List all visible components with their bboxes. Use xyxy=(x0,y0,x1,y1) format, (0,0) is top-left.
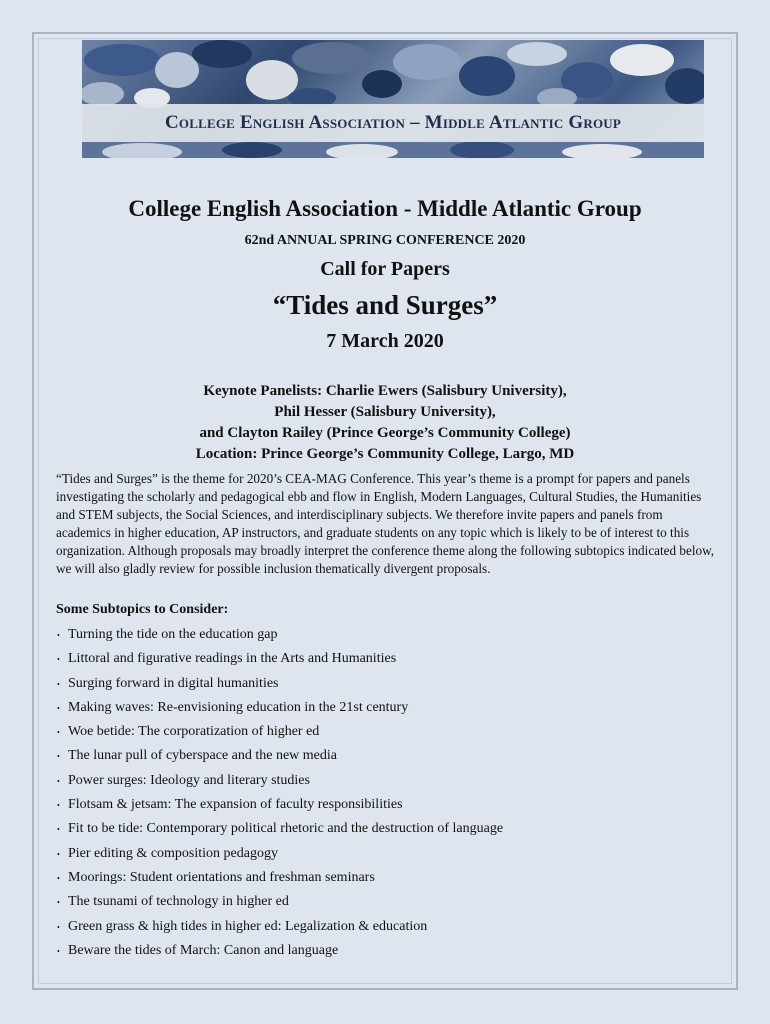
bullet-icon: • xyxy=(57,631,60,640)
bullet-icon: • xyxy=(57,825,60,835)
list-item: • Green grass & high tides in higher ed: Legalization & education xyxy=(56,916,716,940)
list-item: • Power surges: Ideology and literary studies xyxy=(56,770,716,794)
list-item: • The lunar pull of cyberspace and the new media xyxy=(56,745,716,769)
call-for-papers-heading: Call for Papers xyxy=(320,258,450,280)
subtopics-list xyxy=(56,624,716,964)
bullet-icon: • xyxy=(57,703,60,713)
conference-subtitle: 62nd ANNUAL SPRING CONFERENCE 2020 xyxy=(244,233,526,248)
list-item: • Turning the tide on the education gap xyxy=(56,624,716,648)
list-item: • Beware the tides of March: Canon and language xyxy=(56,940,716,964)
list-item: • Flotsam & jetsam: The expansion of faculty responsibilities xyxy=(56,794,716,818)
keynote-line: Keynote Panelists: Charlie Ewers (Salisbury University), xyxy=(203,383,567,399)
banner-title: College English Association – Middle Atlantic Group xyxy=(82,104,704,142)
list-item: • Fit to be tide: Contemporary political rhetoric and the destruction of language xyxy=(56,818,716,842)
bullet-icon: • xyxy=(57,922,60,932)
bullet-icon: • xyxy=(57,801,60,811)
organization-title: College English Association - Middle Atlantic Group xyxy=(128,196,642,221)
header-banner-image xyxy=(82,40,704,158)
list-item: • Surging forward in digital humanities xyxy=(56,673,716,697)
bullet-icon: • xyxy=(57,776,60,786)
keynote-line: and Clayton Railey (Prince George’s Community College) xyxy=(199,425,571,441)
bullet-icon: • xyxy=(57,898,60,908)
list-item: • Pier editing & composition pedagogy xyxy=(56,843,716,867)
bullet-icon: • xyxy=(57,728,60,738)
bullet-icon: • xyxy=(57,655,60,665)
location-line: Location: Prince George’s Community College, Largo, MD xyxy=(195,446,575,462)
keynote-line: Phil Hesser (Salisbury University), xyxy=(274,404,496,420)
bullet-icon: • xyxy=(57,679,60,689)
bullet-icon: • xyxy=(57,752,60,762)
keynote-block xyxy=(0,381,770,465)
subtopics-heading: Some Subtopics to Consider: xyxy=(56,602,229,617)
conference-theme: “Tides and Surges” xyxy=(272,290,498,320)
list-item: • Moorings: Student orientations and freshman seminars xyxy=(56,867,716,891)
bullet-icon: • xyxy=(57,873,60,883)
list-item: • Making waves: Re-envisioning education in the 21st century xyxy=(56,697,716,721)
bullet-icon: • xyxy=(57,849,60,859)
list-item: • Littoral and figurative readings in the Arts and Humanities xyxy=(56,648,716,672)
list-item: • The tsunami of technology in higher ed xyxy=(56,891,716,915)
conference-date: 7 March 2020 xyxy=(326,330,444,352)
intro-paragraph: “Tides and Surges” is the theme for 2020’s CEA-MAG Conference. This year’s theme is a prompt for papers and panels investigating the scholarly and pedagogical ebb and flow in English, Modern Languages, Cultural Studies, the Humanities and STEM subjects, the Social Sciences, and interdisciplinary subjects. We therefore invite papers and panels from academics in higher education, AP instructors, and graduate students on any topic which is likely to be of interest to this organization. Although proposals may broadly interpret the conference theme along the following subtopics indicated below, we will also gladly review for possible inclusion thematically divergent proposals. xyxy=(56,471,715,576)
list-item: • Woe betide: The corporatization of higher ed xyxy=(56,721,716,745)
bullet-icon: • xyxy=(57,946,60,956)
